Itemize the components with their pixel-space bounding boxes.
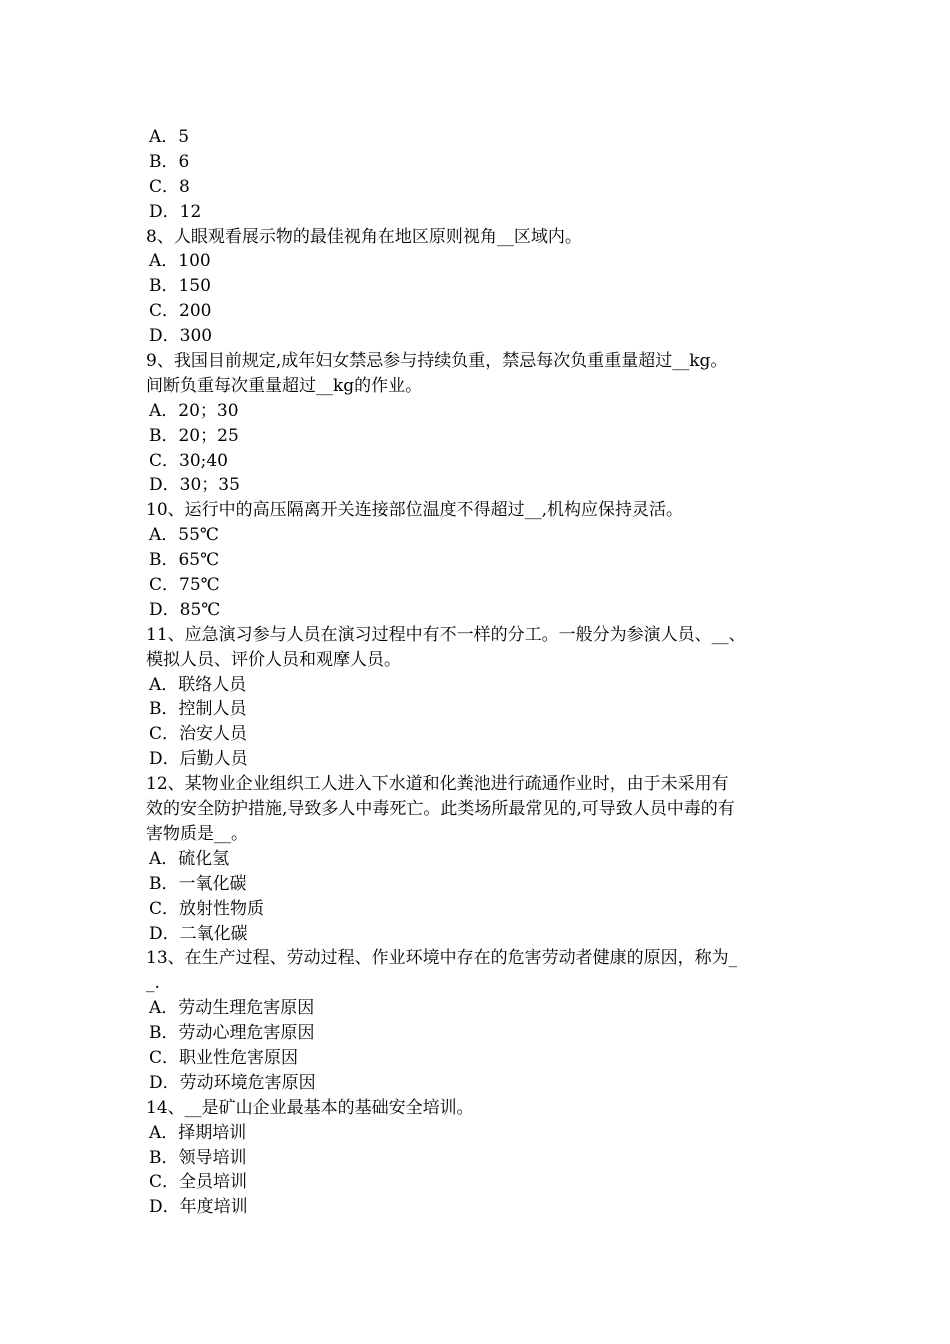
answer-option: C．75℃ [149,575,220,596]
answer-option: C．治安人员 [149,724,248,745]
answer-option: B．65℃ [149,550,220,571]
answer-option: C．30;40 [149,450,228,471]
answer-option: D．年度培训 [149,1197,248,1218]
answer-option: B．一氧化碳 [149,873,247,894]
answer-option: D．300 [149,326,213,347]
question-text: 8、人眼观看展示物的最佳视角在地区原则视角__区域内。 [146,226,582,247]
answer-option: B．劳动心理危害原因 [149,1023,315,1044]
answer-option: C．职业性危害原因 [149,1047,299,1068]
question-text: 害物质是__。 [146,823,248,844]
question-text: 模拟人员、评价人员和观摩人员。 [146,649,401,670]
answer-option: D．二氧化碳 [149,923,248,944]
question-text: 10、运行中的高压隔离开关连接部位温度不得超过__,机构应保持灵活。 [146,500,684,521]
question-text: 14、__是矿山企业最基本的基础安全培训。 [146,1097,474,1118]
answer-option: B．150 [149,276,211,297]
question-text: 13、在生产过程、劳动过程、作业环境中存在的危害劳动者健康的原因，称为_ [146,948,738,969]
question-list [146,125,826,1220]
answer-option: D．劳动环境危害原因 [149,1072,316,1093]
question-text: 9、我国目前规定,成年妇女禁忌参与持续负重，禁忌每次负重重量超过__kg。 [146,351,728,372]
answer-option: C．放射性物质 [149,898,265,919]
answer-option: B．控制人员 [149,699,247,720]
answer-option: A．5 [149,127,190,147]
answer-option: A．100 [149,251,211,272]
answer-option: A．硫化氢 [149,848,230,869]
answer-option: A．联络人员 [149,674,247,695]
answer-option: C．200 [149,301,212,322]
answer-option: D．后勤人员 [149,749,248,770]
question-text: 12、某物业企业组织工人进入下水道和化粪池进行疏通作业时，由于未采用有 [146,774,729,795]
answer-option: B．20；25 [149,425,239,446]
question-text: 11、应急演习参与人员在演习过程中有不一样的分工。一般分为参演人员、__、 [146,624,746,645]
answer-option: C．8 [149,176,190,197]
answer-option: D．30；35 [149,475,240,496]
answer-option: D．85℃ [149,599,221,620]
answer-option: D．12 [149,201,202,222]
answer-option: B．6 [149,151,190,172]
answer-option: B．领导培训 [149,1147,247,1168]
question-text: 效的安全防护措施,导致多人中毒死亡。此类场所最常见的,可导致人员中毒的有 [146,799,735,820]
question-text: 间断负重每次重量超过__kg的作业。 [146,375,423,396]
answer-option: A．20；30 [149,400,239,421]
answer-option: A．劳动生理危害原因 [149,998,315,1019]
answer-option: A．55℃ [149,525,219,546]
question-text: _. [146,973,160,994]
answer-option: A．择期培训 [149,1122,247,1143]
answer-option: C．全员培训 [149,1172,248,1193]
